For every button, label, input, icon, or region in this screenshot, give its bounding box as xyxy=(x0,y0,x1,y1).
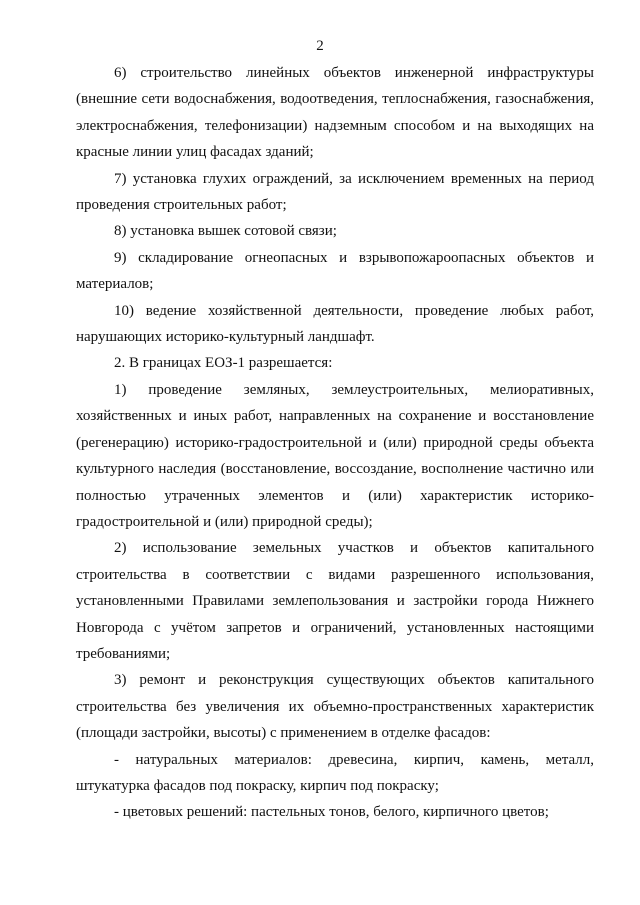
paragraph-item-6: 6) строительство линейных объектов инженерной инфраструктуры (внешние сети водоснабжения, водоотведения, теплоснабжения, газоснабжения, электроснабжения, телефонизации) надземным способом и на выходящих на красные линии улиц фасадах зданий; xyxy=(76,65,594,161)
paragraph-item-10: 10) ведение хозяйственной деятельности, проведение любых работ, нарушающих историко-культурный ландшафт. xyxy=(76,302,594,346)
paragraph-item-7: 7) установка глухих ограждений, за исключением временных на период проведения строительных работ; xyxy=(76,170,594,214)
sub-item-colors: - цветовых решений: пастельных тонов, белого, кирпичного цветов; xyxy=(114,804,549,821)
permitted-item-1: 1) проведение земляных, землеустроительных, мелиоративных, хозяйственных и иных работ, направленных на сохранение и восстановление (регенерацию) историко-градостроительной и (или) природной среды объекта культурного наследия (восстановление, воссоздание, восполнение частично или полностью утраченных элементов и (или) характеристик историко-градостроительной и (или) природной среды); xyxy=(76,381,594,530)
section-heading-eoz-1: 2. В границах ЕОЗ-1 разрешается: xyxy=(114,355,333,372)
paragraph-item-9: 9) складирование огнеопасных и взрывопожароопасных объектов и материалов; xyxy=(76,249,594,293)
document-body xyxy=(76,60,594,826)
permitted-item-3: 3) ремонт и реконструкция существующих объектов капитального строительства без увеличения их объемно-пространственных характеристик (площади застройки, высоты) с применением в отделке фасадов: xyxy=(76,672,594,742)
sub-item-materials: - натуральных материалов: древесина, кирпич, камень, металл, штукатурка фасадов под покраску, кирпич под покраску; xyxy=(76,751,594,794)
page-number: 2 xyxy=(316,38,324,54)
permitted-item-2: 2) использование земельных участков и объектов капитального строительства в соответствии с видами разрешенного использования, установленными Правилами землепользования и застройки города Нижнего Новгорода с учётом запретов и ограничений, установленных настоящими требованиями; xyxy=(76,540,594,662)
paragraph-item-8: 8) установка вышек сотовой связи; xyxy=(114,223,337,240)
